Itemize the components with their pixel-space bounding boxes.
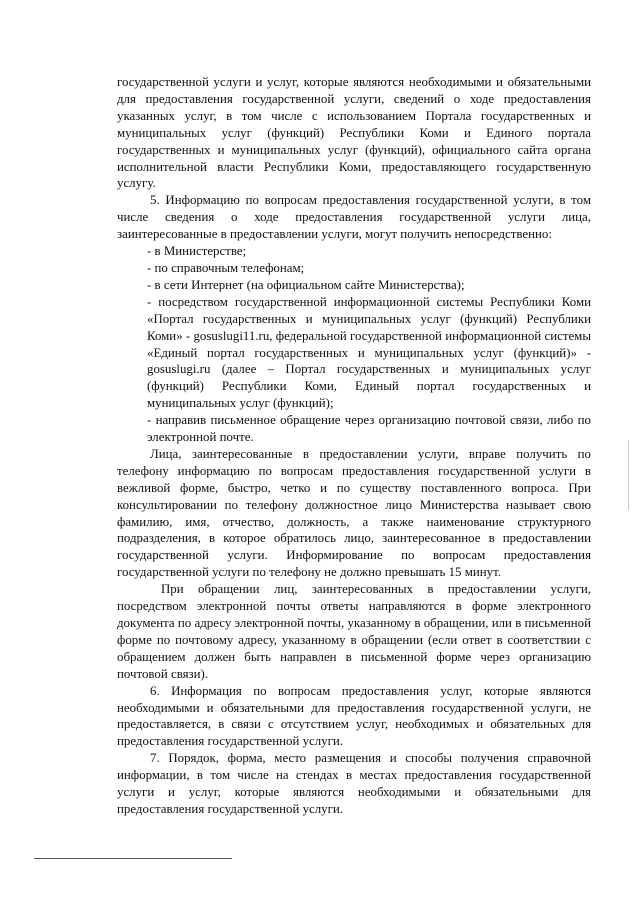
- list-item-ministry: - в Министерстве;: [147, 244, 247, 259]
- list-item-mail: - направив письменное обращение через организацию почтовой связи, либо по электронной почте.: [147, 413, 591, 445]
- footnote-rule: [34, 858, 232, 859]
- paragraph-phone-consulting: Лица, заинтересованные в предоставлении услуги, вправе получить по телефону информацию по вопросам предоставления государственной услуги в вежливой форме, быстро, четко и по существу поставленного вопроса. При консультировании по телефону должностное лицо Министерства называет свою фамилию, имя, отчество, должность, а также наименование структурного подразделения, в которое обратилось лицо, заинтересованное в предоставлении государственной услуги. Информирование по вопросам предоставления государственной услуги по телефону не должно превышать 15 минут.: [117, 446, 591, 580]
- list-item-phones: - по справочным телефонам;: [147, 260, 305, 275]
- list-item-internet: - в сети Интернет (на официальном сайте Министерства);: [147, 277, 465, 292]
- scan-artifact-line: [628, 440, 629, 510]
- paragraph-email-answers: При обращении лиц, заинтересованных в предоставлении услуги, посредством электронной почты ответы направляются в форме электронного документа по адресу электронной почты, указанному в обращении, или в письменной форме по почтовому адресу, указанному в обращении (если ответ в соответствии с обращением должен быть направлен в письменной форме через организацию почтовой связи).: [117, 582, 591, 681]
- paragraph-item-6: 6. Информация по вопросам предоставления услуг, которые являются необходимыми и обязательными для предоставления государственной услуги, не предоставляется, в связи с отсутствием услуг, необходимых и обязательных для предоставления государственной услуги.: [117, 683, 591, 749]
- paragraph-continuation: государственной услуги и услуг, которые являются необходимыми и обязательными для предоставления государственной услуги, сведений о ходе предоставления указанных услуг, в том числе с использованием Портала государственных и муниципальных услуг (функций) Республики Коми и Единого портала государственных и муниципальных услуг (функций), официального сайта органа исполнительной власти Республики Коми, предоставляющего государственную услугу.: [117, 75, 591, 191]
- document-body: [117, 74, 591, 818]
- paragraph-item-5: 5. Информацию по вопросам предоставления государственной услуги, в том числе сведения о ходе предоставления государственной услуги лица, заинтересованные в предоставлении услуги, могут получить непосредственно:: [117, 193, 591, 242]
- paragraph-item-7: 7. Порядок, форма, место размещения и способы получения справочной информации, в том числе на стендах в местах предоставления государственной услуги и услуг, которые являются необходимыми и обязательными для предоставления государственной услуги.: [117, 751, 591, 816]
- list-item-portals: - посредством государственной информационной системы Республики Коми «Портал государственных и муниципальных услуг (функций) Республики Коми» - gosuslugi11.ru, федеральной государственной информационной системы «Единый портал государственных и муниципальных услуг (функций)» - gosuslugi.ru (далее – Портал государственных и муниципальных услуг (функций) Республики Коми, Единый портал государственных и муниципальных услуг (функций);: [147, 294, 591, 411]
